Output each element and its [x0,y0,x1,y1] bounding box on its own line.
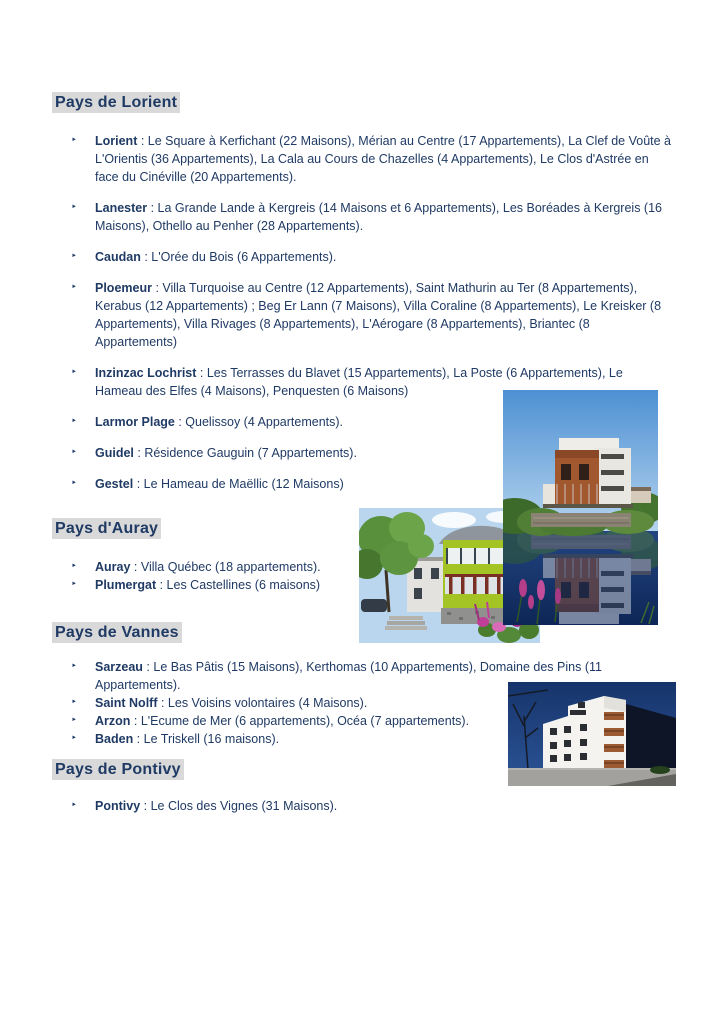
triangle-bullet-icon: ‣ [71,561,77,572]
city-name: Lanester [95,201,148,215]
item-text: : La Grande Lande à Kergreis (14 Maisons et 6 Appartements), Les Boréades à Kergreis (16 Maisons), Othello au Penher (28 Appartements). [95,201,662,233]
triangle-bullet-icon: ‣ [71,478,77,489]
triangle-bullet-icon: ‣ [71,135,77,146]
section-heading: Pays de Vannes [52,622,182,643]
item-text: : Le Bas Pâtis (15 Maisons), Kerthomas (10 Appartements), Domaine des Pins (11 Appartements). [95,660,602,692]
city-name: Arzon [95,714,131,728]
triangle-bullet-icon: ‣ [71,697,77,708]
item-text: : Le Triskell (16 maisons). [133,732,280,746]
city-name: Plumergat [95,578,157,592]
list-item [52,248,673,266]
item-text: : Les Voisins volontaires (4 Maisons). [157,696,368,710]
triangle-bullet-icon: ‣ [71,251,77,262]
triangle-bullet-icon: ‣ [71,282,77,293]
list-item [52,199,673,235]
item-text: : L'Orée du Bois (6 Appartements). [140,250,337,264]
triangle-bullet-icon: ‣ [71,367,77,378]
city-name: Gestel [95,477,134,491]
city-name: Inzinzac Lochrist [95,366,197,380]
triangle-bullet-icon: ‣ [71,579,77,590]
white-apartment-building-photo [508,682,676,786]
city-name: Auray [95,560,131,574]
item-text: : Le Clos des Vignes (31 Maisons). [140,799,338,813]
city-name: Baden [95,732,134,746]
item-text: : Les Terrasses du Blavet (15 Appartements), La Poste (6 Appartements), Le Hameau des Elfes (4 Maisons), Penquesten (6 Maisons) [95,366,623,398]
section-heading: Pays d'Auray [52,518,161,539]
river-reflection-building-photo [503,390,658,625]
city-name: Guidel [95,446,134,460]
item-text: : Villa Québec (18 appartements). [130,560,321,574]
triangle-bullet-icon: ‣ [71,661,77,672]
triangle-bullet-icon: ‣ [71,800,77,811]
item-text: : Villa Turquoise au Centre (12 Appartements), Saint Mathurin au Ter (8 Appartements), Kerabus (12 Appartements) ; Beg Er Lann (7 Maisons), Villa Coraline (8 Appartements), Le Kreisker (8 Appartements), Villa Rivages (8 Appartements), L'Aérogare (8 Appartements), Briantec (8 Appartements) [95,281,662,349]
city-name: Lorient [95,134,138,148]
triangle-bullet-icon: ‣ [71,733,77,744]
item-text: : L'Ecume de Mer (6 appartements), Océa (7 appartements). [130,714,470,728]
list-item [52,279,673,351]
city-name: Saint Nolff [95,696,158,710]
city-name: Sarzeau [95,660,143,674]
item-text: : Le Hameau de Maëllic (12 Maisons) [133,477,344,491]
list-item [52,797,673,815]
city-name: Pontivy [95,799,141,813]
list-item [52,132,673,186]
triangle-bullet-icon: ‣ [71,416,77,427]
item-text: : Résidence Gauguin (7 Appartements). [133,446,357,460]
residence-list [52,797,692,815]
item-text: : Quelissoy (4 Appartements). [174,415,344,429]
triangle-bullet-icon: ‣ [71,447,77,458]
triangle-bullet-icon: ‣ [71,202,77,213]
city-name: Caudan [95,250,141,264]
triangle-bullet-icon: ‣ [71,715,77,726]
city-name: Ploemeur [95,281,152,295]
city-name: Larmor Plage [95,415,175,429]
section-heading: Pays de Pontivy [52,759,184,780]
section-heading: Pays de Lorient [52,92,180,113]
item-text: : Le Square à Kerfichant (22 Maisons), Mérian au Centre (17 Appartements), La Clef de Voûte à L'Orientis (36 Appartements), La Cala au Cours de Chazelles (4 Appartements), Le Clos d'Astrée en face du Cinéville (20 Appartements). [95,134,671,184]
item-text: : Les Castellines (6 maisons) [156,578,321,592]
